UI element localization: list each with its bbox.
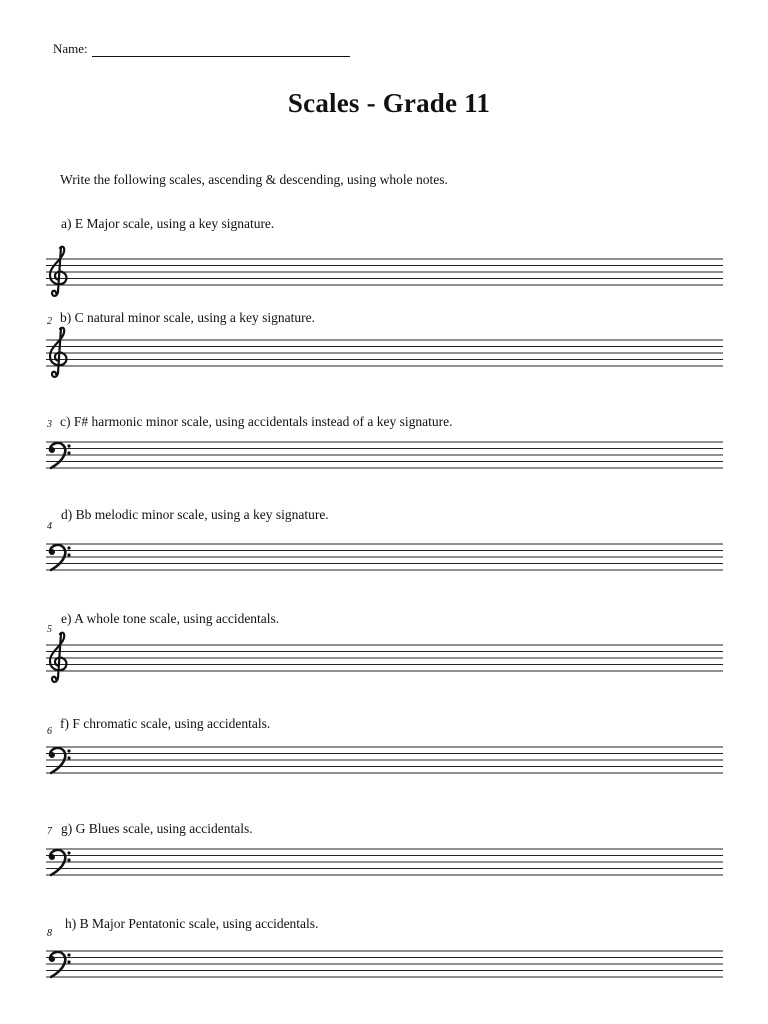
treble-clef-shape [50, 328, 66, 377]
measure-number-3: 3 [47, 419, 52, 430]
staff-svg[interactable] [46, 746, 723, 774]
question-e-label: e) A whole tone scale, using accidentals. [61, 611, 280, 626]
instructions-text: Write the following scales, ascending & descending, using whole notes. [60, 172, 448, 187]
staff-svg[interactable] [46, 848, 723, 876]
question-a-label: a) E Major scale, using a key signature. [61, 216, 275, 231]
bass-clef-head [49, 549, 55, 555]
question-c-label: c) F# harmonic minor scale, using accidentals instead of a key signature. [60, 414, 453, 429]
staff-svg[interactable] [46, 950, 723, 978]
bass-clef-dot [67, 444, 70, 447]
question-h-label: h) B Major Pentatonic scale, using accidentals. [65, 916, 319, 931]
question-f-label: f) F chromatic scale, using accidentals. [60, 716, 271, 731]
staff-g[interactable] [46, 848, 723, 876]
treble-clef-shape [50, 633, 66, 682]
bass-clef-dot [67, 749, 70, 752]
page-title: Scales - Grade 11 [287, 88, 491, 118]
name-blank-line[interactable] [92, 43, 350, 57]
staff-e[interactable] [46, 644, 723, 672]
measure-number-8: 8 [47, 928, 52, 939]
bass-clef-head [49, 854, 55, 860]
staff-svg[interactable] [46, 644, 723, 672]
treble-clef-icon [50, 328, 66, 377]
bass-clef-dot [67, 851, 70, 854]
bass-clef-dot [67, 858, 70, 861]
treble-clef-icon [50, 633, 66, 682]
question-g-label: g) G Blues scale, using accidentals. [61, 821, 253, 836]
staff-svg[interactable] [46, 543, 723, 571]
name-field-row [53, 41, 350, 57]
staff-svg[interactable] [46, 441, 723, 469]
bass-clef-dot [67, 451, 70, 454]
question-b-label: b) C natural minor scale, using a key signature. [60, 310, 315, 325]
staff-f[interactable] [46, 746, 723, 774]
treble-clef-shape [50, 247, 66, 296]
treble-clef-icon [50, 247, 66, 296]
staff-d[interactable] [46, 543, 723, 571]
measure-number-7: 7 [47, 826, 52, 837]
measure-number-4: 4 [47, 521, 52, 532]
bass-clef-dot [67, 960, 70, 963]
staff-b[interactable] [46, 339, 723, 367]
measure-number-5: 5 [47, 624, 52, 635]
measure-number-2: 2 [47, 316, 52, 327]
bass-clef-head [49, 752, 55, 758]
bass-clef-head [49, 447, 55, 453]
measure-number-6: 6 [47, 726, 52, 737]
staff-svg[interactable] [46, 258, 723, 286]
bass-clef-dot [67, 756, 70, 759]
bass-clef-dot [67, 553, 70, 556]
name-label: Name: [53, 41, 88, 56]
bass-clef-dot [67, 953, 70, 956]
staff-svg[interactable] [46, 339, 723, 367]
staff-a[interactable] [46, 258, 723, 286]
bass-clef-head [49, 956, 55, 962]
bass-clef-dot [67, 546, 70, 549]
question-d-label: d) Bb melodic minor scale, using a key signature. [61, 507, 329, 522]
staff-c[interactable] [46, 441, 723, 469]
staff-h[interactable] [46, 950, 723, 978]
